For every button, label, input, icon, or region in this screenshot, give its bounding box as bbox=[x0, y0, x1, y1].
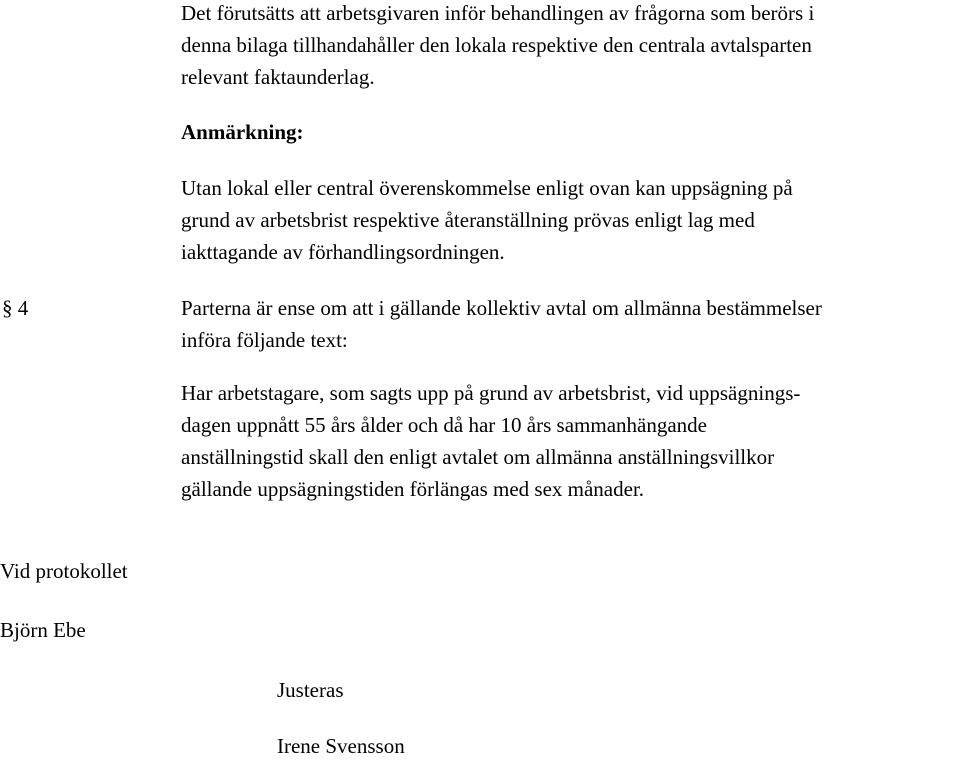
intro-paragraph bbox=[181, 0, 956, 93]
verification-label: Justeras bbox=[277, 678, 344, 702]
protocol-label: Vid protokollet bbox=[0, 559, 128, 583]
note-line: grund av arbetsbrist respektive återanställning prövas enligt lag med bbox=[181, 208, 755, 232]
note-line: Utan lokal eller central överenskommelse enligt ovan kan uppsägning på bbox=[181, 176, 793, 200]
section4-intro bbox=[181, 292, 956, 356]
note-paragraph bbox=[181, 172, 956, 268]
section-marker: § 4 bbox=[2, 296, 29, 320]
note-line: iakttagande av förhandlingsordningen. bbox=[181, 240, 505, 264]
section4-quote-line: anställningstid skall den enligt avtalet om allmänna anställningsvillkor bbox=[181, 445, 775, 469]
section4-intro-line: införa följande text: bbox=[181, 328, 348, 352]
intro-line: denna bilaga tillhandahåller den lokala respektive den centrala avtalsparten bbox=[181, 33, 812, 57]
intro-line: Det förutsätts att arbetsgivaren inför behandlingen av frågorna som berörs i bbox=[181, 1, 815, 25]
section4-intro-line: Parterna är ense om att i gällande kollektiv avtal om allmänna bestämmelser bbox=[181, 296, 822, 320]
protocol-signer: Björn Ebe bbox=[0, 618, 86, 642]
section4-quote bbox=[181, 377, 956, 505]
section4-quote-line: dagen uppnått 55 års ålder och då har 10 års sammanhängande bbox=[181, 413, 707, 437]
section4-quote-line: Har arbetstagare, som sagts upp på grund av arbetsbrist, vid uppsägnings- bbox=[181, 381, 801, 405]
intro-line: relevant faktaunderlag. bbox=[181, 65, 375, 89]
section4-quote-line: gällande uppsägningstiden förlängas med sex månader. bbox=[181, 477, 645, 501]
verification-signer: Irene Svensson bbox=[277, 734, 405, 758]
note-heading: Anmärkning: bbox=[181, 120, 304, 144]
